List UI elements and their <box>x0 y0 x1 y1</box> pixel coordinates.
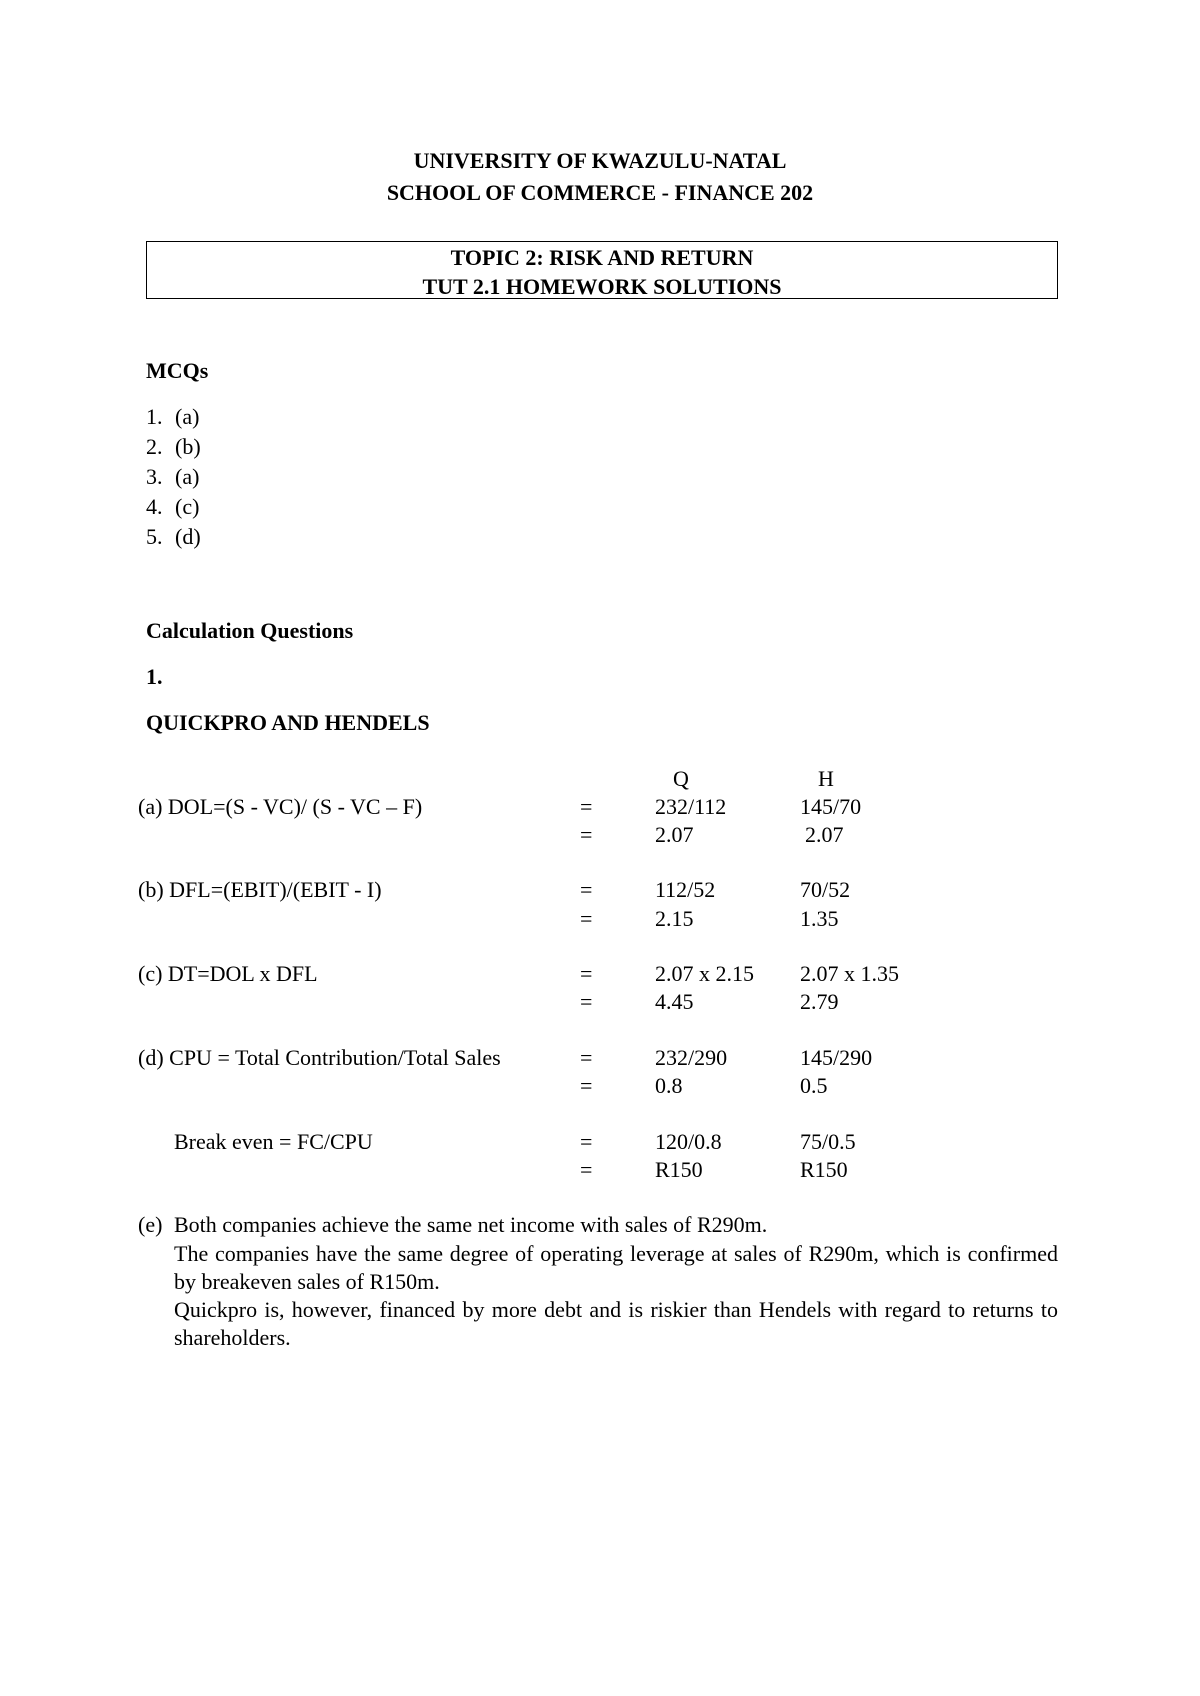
calc-value-q: R150 <box>655 1157 703 1182</box>
calc-value-h: 145/70 <box>800 794 862 819</box>
calc-label: Break even = FC/CPU <box>174 1129 373 1154</box>
calc-value-h: 145/290 <box>800 1045 873 1070</box>
calc-label: (d) CPU = Total Contribution/Total Sales <box>138 1045 501 1070</box>
calc-value-q: 0.8 <box>655 1073 683 1098</box>
calc-equals: = <box>580 877 593 902</box>
calc-equals: = <box>580 1129 593 1154</box>
university-name: UNIVERSITY OF KWAZULU-NATAL <box>413 148 787 173</box>
calc-label: (a) DOL=(S - VC)/ (S - VC – F) <box>138 794 423 819</box>
calc-equals: = <box>580 906 593 931</box>
calc-value-q: 112/52 <box>655 877 716 902</box>
mcq-number: 1. <box>146 404 163 429</box>
calc-label: (c) DT=DOL x DFL <box>138 961 318 986</box>
calc-equals: = <box>580 822 593 847</box>
calc-equals: = <box>580 794 593 819</box>
column-header-h: H <box>818 766 834 791</box>
part-e-marker: (e) <box>138 1212 163 1237</box>
topic-title: TOPIC 2: RISK AND RETURN <box>450 245 754 270</box>
mcq-answer: (a) <box>175 404 200 429</box>
calc-value-q: 2.07 <box>655 822 694 847</box>
mcq-number: 4. <box>146 494 163 519</box>
mcq-number: 2. <box>146 434 163 459</box>
calc-value-q: 120/0.8 <box>655 1129 722 1154</box>
calc-value-h: 75/0.5 <box>800 1129 856 1154</box>
calc-label: (b) DFL=(EBIT)/(EBIT - I) <box>138 877 382 902</box>
calculation-heading: Calculation Questions <box>146 618 354 643</box>
calc-equals: = <box>580 1073 593 1098</box>
school-name: SCHOOL OF COMMERCE - FINANCE 202 <box>386 180 814 205</box>
calc-value-h: 1.35 <box>800 906 839 931</box>
calc-equals: = <box>580 1157 593 1182</box>
mcqs-heading: MCQs <box>146 358 209 383</box>
mcq-number: 3. <box>146 464 163 489</box>
calc-equals: = <box>580 989 593 1014</box>
mcq-answer: (c) <box>175 494 200 519</box>
calc-value-h: 0.5 <box>800 1073 828 1098</box>
mcq-answer: (d) <box>175 524 201 549</box>
question-title: QUICKPRO AND HENDELS <box>146 710 430 735</box>
calc-value-q: 232/112 <box>655 794 727 819</box>
calc-value-h: 2.07 x 1.35 <box>800 961 899 986</box>
calc-equals: = <box>580 1045 593 1070</box>
calc-value-q: 2.07 x 2.15 <box>655 961 754 986</box>
column-header-q: Q <box>673 766 689 791</box>
calc-value-h: 70/52 <box>800 877 851 902</box>
calc-equals: = <box>580 961 593 986</box>
mcq-answer: (b) <box>175 434 201 459</box>
calc-value-h: 2.79 <box>800 989 839 1014</box>
part-e-paragraph-3: Quickpro is, however, financed by more debt and is riskier than Hendels with regard to returns to shareholders. <box>174 1297 1058 1350</box>
part-e-line1: Both companies achieve the same net income with sales of R290m. <box>174 1212 768 1237</box>
calc-value-q: 232/290 <box>655 1045 728 1070</box>
calc-value-h: R150 <box>800 1157 848 1182</box>
topic-box <box>146 241 1058 299</box>
mcq-number: 5. <box>146 524 163 549</box>
mcq-answer: (a) <box>175 464 200 489</box>
calc-value-h: 2.07 <box>805 822 844 847</box>
question-number: 1. <box>146 664 163 689</box>
calc-value-q: 2.15 <box>655 906 694 931</box>
topic-subtitle: TUT 2.1 HOMEWORK SOLUTIONS <box>422 274 782 299</box>
calc-value-q: 4.45 <box>655 989 694 1014</box>
part-e-paragraph-2: The companies have the same degree of operating leverage at sales of R290m, which is confirmed by breakeven sales of R150m. <box>174 1241 1058 1294</box>
